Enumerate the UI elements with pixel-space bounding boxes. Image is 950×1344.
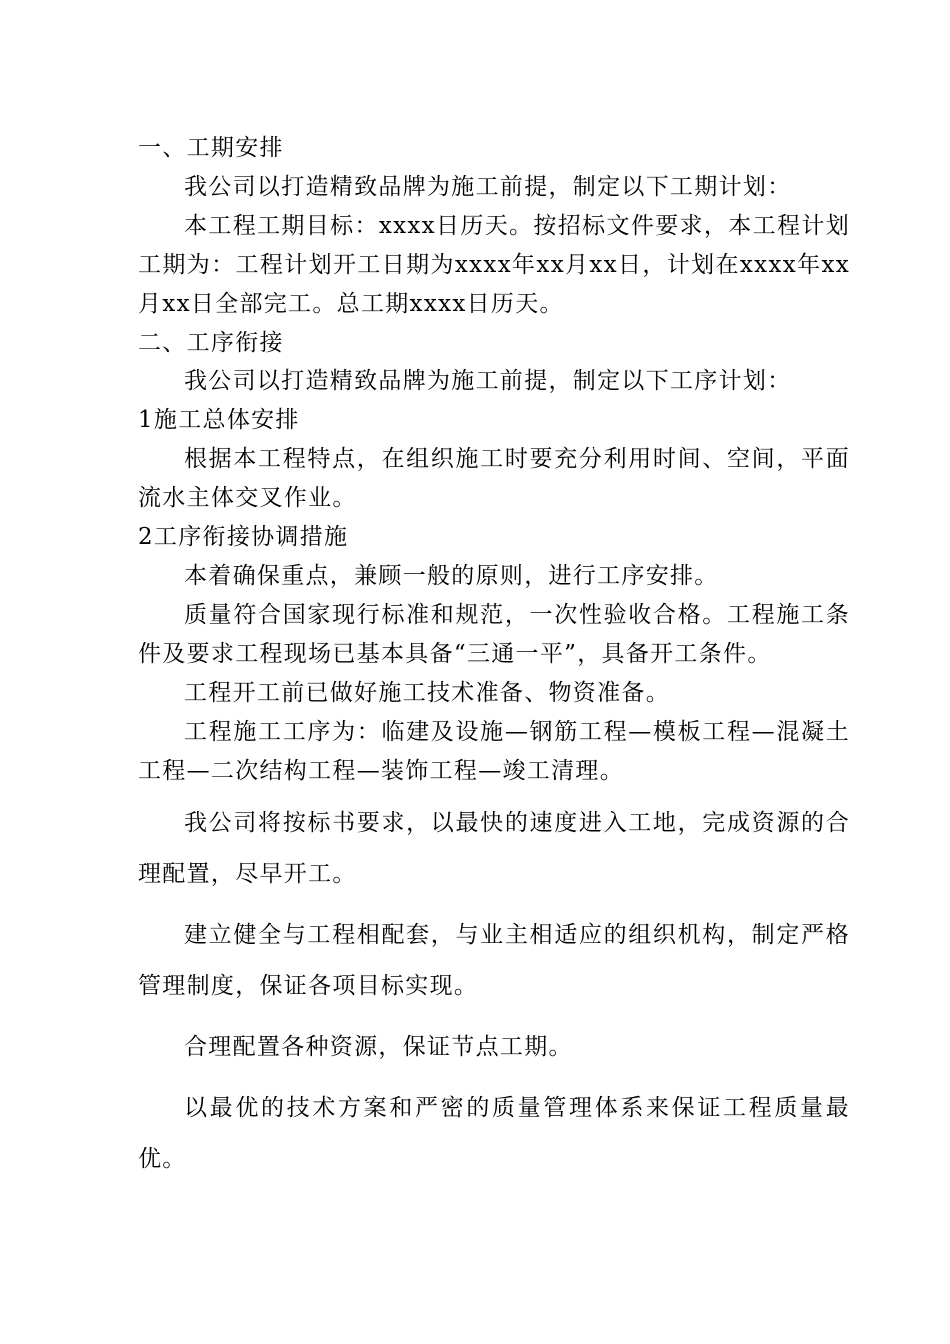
paragraph: 我公司将按标书要求，以最快的速度进入工地，完成资源的合理配置，尽早开工。 bbox=[138, 810, 850, 888]
paragraph: 合理配置各种资源，保证节点工期。 bbox=[184, 1034, 573, 1061]
section-heading-process: 二、工序衔接 bbox=[138, 329, 284, 356]
paragraph: 我公司以打造精致品牌为施工前提，制定以下工序计划： bbox=[184, 368, 792, 395]
paragraph: 根据本工程特点，在组织施工时要充分利用时间、空间，平面流水主体交叉作业。 bbox=[138, 446, 850, 512]
section-heading-schedule: 一、工期安排 bbox=[138, 135, 284, 161]
paragraph: 工程施工工序为：临建及设施—钢筋工程—模板工程—混凝土工程—二次结构工程—装饰工程—竣工清理。 bbox=[138, 718, 850, 784]
paragraph: 质量符合国家现行标准和规范，一次性验收合格。工程施工条件及要求工程现场已基本具备“三通一平”，具备开工条件。 bbox=[138, 601, 850, 667]
paragraph: 工程开工前已做好施工技术准备、物资准备。 bbox=[184, 679, 670, 706]
paragraph: 以最优的技术方案和严密的质量管理体系来保证工程质量最优。 bbox=[138, 1095, 850, 1173]
paragraph: 本工程工期目标：xxxx日历天。按招标文件要求，本工程计划工期为：工程计划开工日期为xxxx年xx月xx日，计划在xxxx年xx月xx日全部完工。总工期xxxx日历天。 bbox=[138, 212, 850, 317]
paragraph: 建立健全与工程相配套，与业主相适应的组织机构，制定严格管理制度，保证各项目标实现。 bbox=[138, 922, 850, 1000]
paragraph: 本着确保重点，兼顾一般的原则，进行工序安排。 bbox=[184, 562, 719, 589]
subheading-overall-arrangement: 1施工总体安排 bbox=[138, 407, 300, 434]
document-body bbox=[138, 129, 850, 1185]
subheading-coordination-measures: 2工序衔接协调措施 bbox=[138, 524, 349, 551]
paragraph: 我公司以打造精致品牌为施工前提，制定以下工期计划： bbox=[184, 173, 792, 200]
